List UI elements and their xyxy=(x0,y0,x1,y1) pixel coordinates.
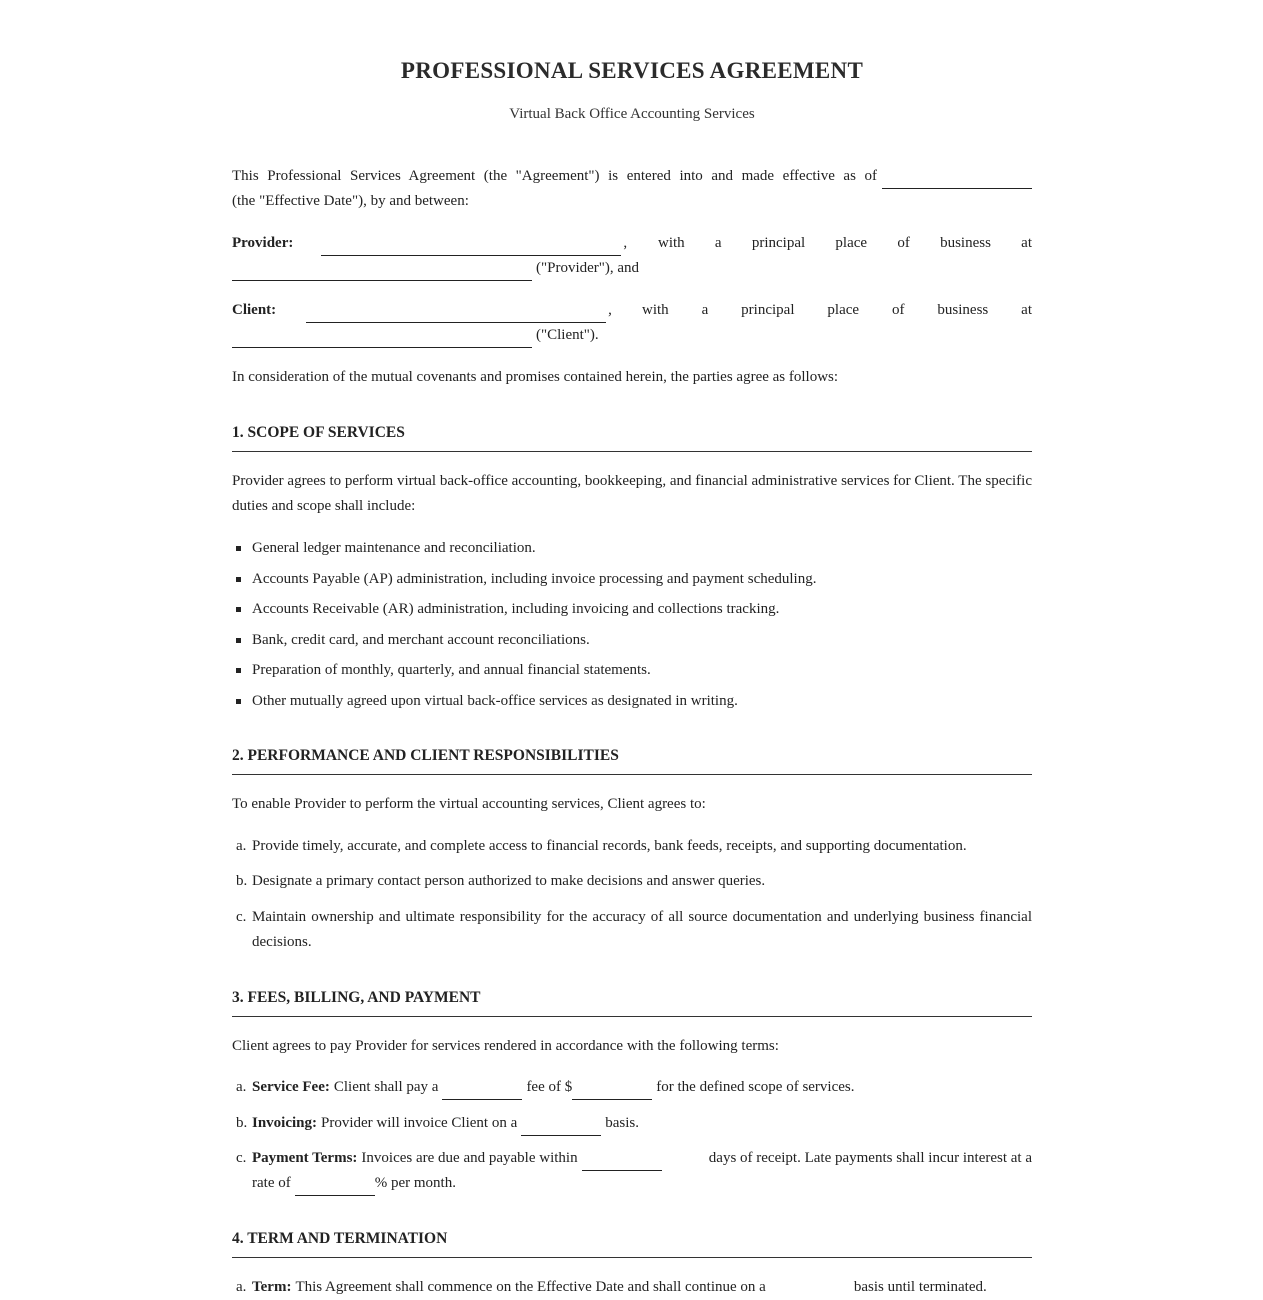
list-item: Accounts Payable (AP) administration, including invoice processing and payment scheduling. xyxy=(232,569,1032,600)
section-3-heading: 3. FEES, BILLING, AND PAYMENT xyxy=(232,989,1032,1017)
bullet-icon xyxy=(236,668,241,673)
fee-amount-field[interactable] xyxy=(572,1081,652,1100)
client-label: Client: xyxy=(232,302,277,318)
section-2-heading: 2. PERFORMANCE AND CLIENT RESPONSIBILITIES xyxy=(232,747,1032,775)
term-label: Term: xyxy=(252,1279,292,1295)
provider-name-field[interactable] xyxy=(321,237,621,256)
bullet-icon xyxy=(236,546,241,551)
bullet-icon xyxy=(236,699,241,704)
section-1-intro: Provider agrees to perform virtual back-office accounting, bookkeeping, and financial administrative services for Client. The specific duties and scope shall include: xyxy=(232,473,1032,514)
consideration-paragraph: In consideration of the mutual covenants and promises contained herein, the parties agree as follows: xyxy=(232,369,839,385)
intro-paragraph xyxy=(232,164,1032,214)
bullet-icon xyxy=(236,607,241,612)
provider-paragraph xyxy=(232,231,1032,281)
list-item: Preparation of monthly, quarterly, and annual financial statements. xyxy=(232,660,1032,691)
document-subtitle: Virtual Back Office Accounting Services xyxy=(509,106,755,122)
bullet-icon xyxy=(236,638,241,643)
term-basis-field[interactable] xyxy=(770,1281,850,1300)
provider-suffix: ("Provider"), and xyxy=(536,260,640,276)
list-item: Bank, credit card, and merchant account reconciliations. xyxy=(232,630,1032,661)
document-page: PROFESSIONAL SERVICES AGREEMENT Virtual Back Office Accounting Services This Professional Services Agreement (the "Agreement") is entered into and made effective as of (the "Effective Date"), by and between: Provider: , with a principal place of business at ("Provider"), and Client: , with a principal place of business at ("Client"). In consideration of the mutual covenants and promises contained herein, the parties agree as follows: 1. SCOPE OF SERVICES Provider agrees to perform virtual back-office accounting, bookkeeping, and financial administrative services for Client. The specific duties and scope shall include: General ledger maintenance and reconciliation. Accounts Payable (AP) administration, including invoice processing and payment scheduling. Accounts Receivable (AR) administration, including invoicing and collections tracking. Bank, credit card, and merchant account reconciliations. Preparation of monthly, quarterly, and annual financial statements. Other mutually agreed upon virtual back-office services as designated in writing. 2. PERFORMANCE AND CLIENT RESPONSIBILITIES To enable Provider to perform the virtual accounting services, Client agrees to: a. Provide timely, accurate, and complete access to financial records, bank feeds, receipts, and supporting documentation. b. Designate a primary contact person authorized to make decisions and answer queries. c. Maintain ownership and ultimate responsibility for the accuracy of all source documentation and underlying business financial decisions. 3. FEES, BILLING, AND PAYMENT Client agrees to pay Provider for services rendered in accordance with the following terms: a. Service Fee: Client shall pay a fee of $ for the defined scope of services. b. Invoicing: Provider will invoice Client on a basis. c. Payment Terms: Invoices are due and payable within days of receipt. Late payments shall incur interest at a rate of % per month. 4. TERM AND TERMINATION a. Term: This Agreement shall commence on the Effective Date and shall continue on a basis until terminated. xyxy=(0,0,1263,1296)
service-fee-label: Service Fee: xyxy=(252,1079,330,1095)
document-title: PROFESSIONAL SERVICES AGREEMENT xyxy=(400,58,864,83)
effective-date-field[interactable] xyxy=(882,170,1032,189)
client-comma: , xyxy=(608,302,612,318)
client-name-field[interactable] xyxy=(306,304,606,323)
scope-list xyxy=(232,538,1032,722)
payment-days-field[interactable] xyxy=(582,1152,662,1171)
provider-address-text: with a principal place of business at xyxy=(658,235,1032,251)
payment-terms-label: Payment Terms: xyxy=(252,1150,358,1166)
list-item: Other mutually agreed upon virtual back-office services as designated in writing. xyxy=(232,691,1032,722)
client-suffix: ("Client"). xyxy=(536,327,599,343)
interest-rate-field[interactable] xyxy=(295,1177,375,1196)
client-address-field[interactable] xyxy=(232,329,532,348)
list-item: General ledger maintenance and reconciliation. xyxy=(232,538,1032,569)
bullet-icon xyxy=(236,577,241,582)
section-3-intro: Client agrees to pay Provider for services rendered in accordance with the following terms: xyxy=(232,1038,779,1054)
client-paragraph xyxy=(232,298,1032,348)
section-2-intro: To enable Provider to perform the virtual accounting services, Client agrees to: xyxy=(232,796,706,812)
section-4-heading: 4. TERM AND TERMINATION xyxy=(232,1230,1032,1258)
list-item: Accounts Receivable (AR) administration, including invoicing and collections tracking. xyxy=(232,599,1032,630)
invoicing-label: Invoicing: xyxy=(252,1115,318,1131)
section-1-heading: 1. SCOPE OF SERVICES xyxy=(232,424,1032,452)
client-address-text: with a principal place of business at xyxy=(642,302,1032,318)
intro-text-2: (the "Effective Date"), by and between: xyxy=(232,193,469,209)
invoicing-frequency-field[interactable] xyxy=(521,1117,601,1136)
provider-label: Provider: xyxy=(232,235,294,251)
fee-type-field[interactable] xyxy=(442,1081,522,1100)
provider-comma: , xyxy=(623,235,628,251)
intro-text-1: This Professional Services Agreement (the "Agreement") is entered into and made effective as of xyxy=(232,168,877,184)
provider-address-field[interactable] xyxy=(232,262,532,281)
